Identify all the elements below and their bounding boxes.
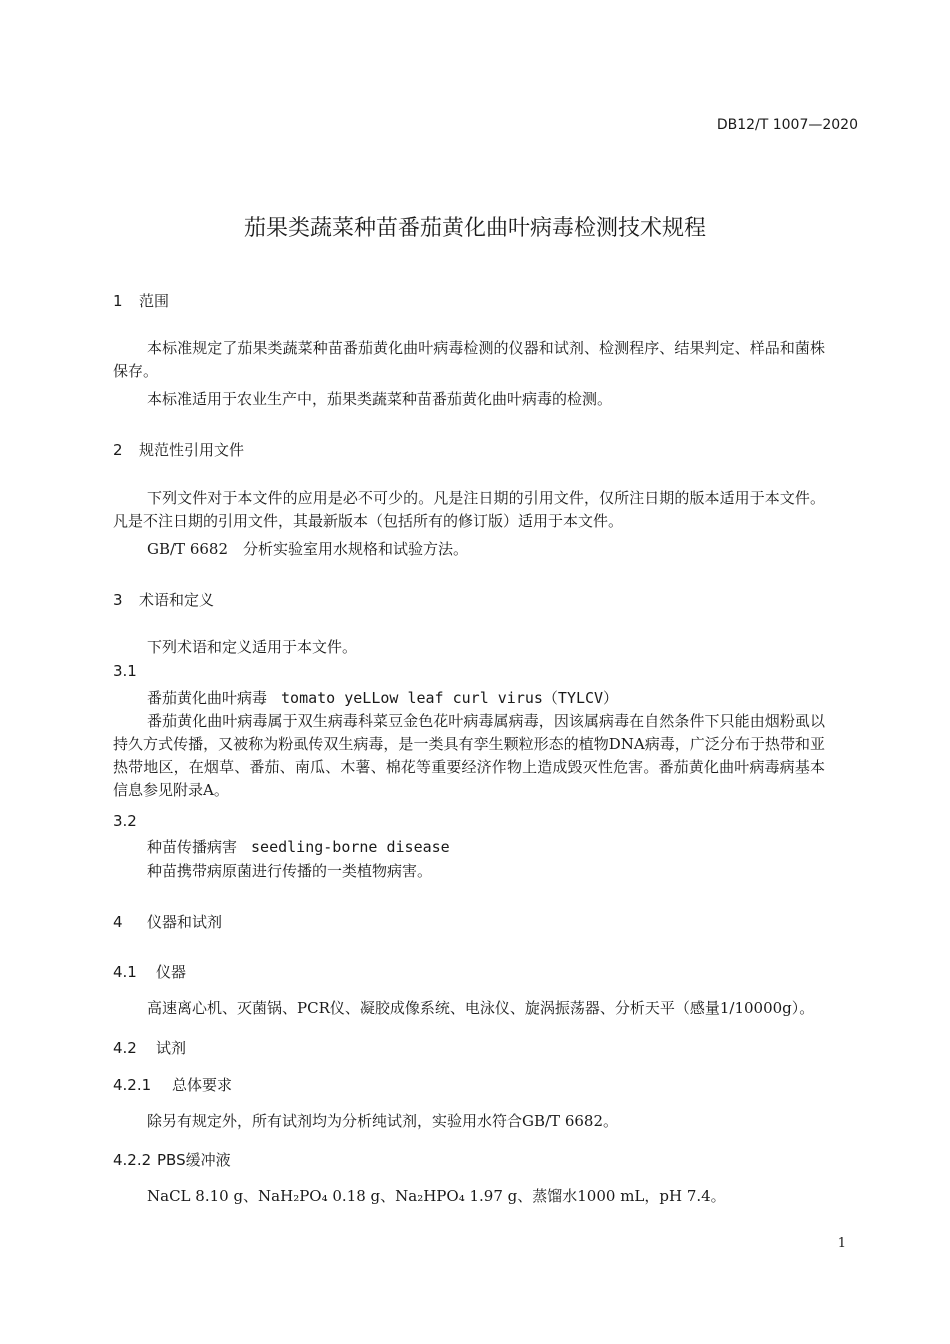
section-title: PBS缓冲液: [157, 1151, 231, 1169]
section-title: 试剂: [156, 1039, 187, 1057]
section-number: 3: [113, 591, 123, 609]
section-number: 4.1: [113, 963, 137, 981]
section-title: 仪器和试剂: [147, 913, 223, 931]
document-code: DB12/T 1007—2020: [716, 117, 858, 133]
section-title: 术语和定义: [139, 591, 215, 609]
term-english: seedling-borne disease: [251, 838, 450, 856]
term-chinese: 番茄黄化曲叶病毒: [147, 689, 268, 707]
section-1-heading: [113, 290, 169, 311]
page-title: 茄果类蔬菜种苗番茄黄化曲叶病毒检测技术规程: [243, 216, 706, 241]
term-3-2-heading: [147, 836, 450, 857]
section-number: 4.2: [113, 1039, 137, 1057]
section-number: 2: [113, 441, 123, 459]
normative-reference: GB/T 6682 分析实验室用水规格和试验方法。: [147, 540, 469, 558]
section-number: 1: [113, 292, 123, 310]
section-2-heading: [113, 439, 244, 460]
section-number: 4.2.1: [113, 1076, 152, 1094]
section-3-intro: 下列术语和定义适用于本文件。: [147, 638, 358, 656]
section-2-paragraph-1: 下列文件对于本文件的应用是必不可少的。凡是注日期的引用文件，仅所注日期的版本适用于本文件。凡是不注日期的引用文件，其最新版本（包括所有的修订版）适用于本文件。: [113, 489, 825, 530]
term-chinese: 种苗传播病害: [147, 838, 238, 856]
section-title: 总体要求: [172, 1076, 233, 1094]
section-1-paragraph-1: 本标准规定了茄果类蔬菜种苗番茄黄化曲叶病毒检测的仪器和试剂、检测程序、结果判定、样品和菌株保存。: [113, 339, 825, 380]
term-3-2-number: 3.2: [113, 812, 137, 830]
section-4-2-1-heading: [113, 1074, 232, 1095]
section-4-1-text: 高速离心机、灭菌锅、PCR仪、凝胶成像系统、电泳仪、旋涡振荡器、分析天平（感量1/10000g）。: [147, 999, 815, 1017]
section-4-heading: [113, 911, 222, 932]
section-4-2-2-heading: [113, 1149, 231, 1170]
section-3-heading: [113, 589, 214, 610]
section-4-2-1-text: 除另有规定外，所有试剂均为分析纯试剂，实验用水符合GB/T 6682。: [147, 1112, 619, 1130]
section-4-2-2-formula: NaCL 8.10 g、NaH₂PO₄ 0.18 g、Na₂HPO₄ 1.97 g、蒸馏水1000 mL，pH 7.4。: [147, 1187, 726, 1205]
section-number: 4: [113, 913, 123, 931]
section-number: 4.2.2: [113, 1151, 152, 1169]
section-title: 规范性引用文件: [139, 441, 245, 459]
section-title: 范围: [139, 292, 170, 310]
term-3-2-definition: 种苗携带病原菌进行传播的一类植物病害。: [147, 862, 433, 880]
term-3-1-heading: [147, 687, 618, 708]
section-4-2-heading: [113, 1037, 186, 1058]
section-title: 仪器: [156, 963, 187, 981]
term-3-1-number: 3.1: [113, 662, 137, 680]
page-number: 1: [837, 1236, 846, 1251]
term-3-1-definition: 番茄黄化曲叶病毒属于双生病毒科菜豆金色花叶病毒属病毒，因该属病毒在自然条件下只能由烟粉虱以持久方式传播，又被称为粉虱传双生病毒，是一类具有孪生颗粒形态的植物DNA病毒，广泛分布于热带和亚热带地区，在烟草、番茄、南瓜、木薯、棉花等重要经济作物上造成毁灭性危害。番茄黄化曲叶病毒病基本信息参见附录A。: [113, 712, 825, 799]
term-english: tomato yeLLow leaf curl virus（TYLCV）: [281, 689, 619, 707]
section-1-paragraph-2: 本标准适用于农业生产中，茄果类蔬菜种苗番茄黄化曲叶病毒的检测。: [147, 390, 613, 408]
section-4-1-heading: [113, 961, 186, 982]
